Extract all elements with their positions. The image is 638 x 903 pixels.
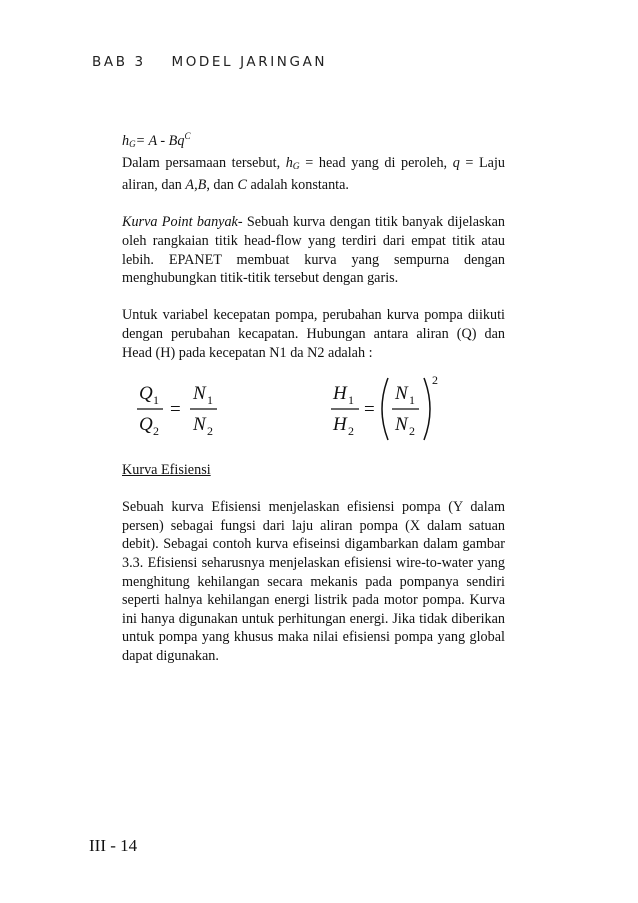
svg-text:N: N [395,414,408,435]
chapter-label: BAB 3 [92,54,146,70]
svg-text:2: 2 [348,424,354,438]
page-header [92,54,327,70]
svg-text:2: 2 [409,424,415,438]
chapter-title: MODEL JARINGAN [171,54,328,70]
svg-text:=: = [364,399,375,420]
svg-text:N: N [193,383,206,404]
paragraph-efficiency-curve: Sebuah kurva Efisiensi menjelaskan efisiensi pompa (Y dalam persen) sebagai fungsi dari laju aliran pompa (X dalam satuan debit). Sebagai contoh kurva efiseinsi digambarkan dalam gambar 3.3. Efisiensi seharusnya menjelaskan efisiensi wire-to-water yang menghitung kehilangan secara mekanis pada pompanya sendiri seperti halnya kehilangan energi listrik pada motor pompa. Kurva ini hanya digunakan untuk perhitungan energi. Jika tidak diberikan untuk pompa yang khusus maka nilai efisiensi pompa yang global dapat digunakan. [122,499,505,664]
svg-text:N: N [193,414,206,435]
page-body [122,127,505,362]
section-heading-efficiency-curve: Kurva Efisiensi [122,462,211,478]
svg-text:2: 2 [432,374,438,387]
paragraph-definitions: Dalam persamaan tersebut, hG = head yang di peroleh, q = Laju aliran, dan A,B, dan C adalah konstanta. [122,154,505,194]
svg-text:H: H [333,383,347,404]
page-body-lower [122,461,505,666]
flow-speed-equation [137,383,217,438]
svg-text:N: N [395,383,408,404]
svg-text:H: H [333,414,347,435]
svg-text:Q: Q [139,414,153,435]
head-speed-equation [331,374,438,440]
paragraph-variable-speed: Untuk variabel kecepatan pompa, perubahan kurva pompa diikuti dengan perubahan kecapatan. Hubungan antara aliran (Q) dan Head (H) pada kecepatan N1 da N2 adalah : [122,307,505,361]
svg-text:1: 1 [348,393,354,407]
pump-curve-formula: $h_G= A - Bq^C$ [122,131,191,149]
svg-text:=: = [170,399,181,420]
svg-text:2: 2 [153,424,159,438]
page-number: III - 14 [89,836,138,855]
svg-text:1: 1 [409,393,415,407]
svg-text:1: 1 [207,393,213,407]
svg-text:2: 2 [207,424,213,438]
affinity-equations [122,374,505,446]
svg-text:1: 1 [153,393,159,407]
svg-text:Q: Q [139,383,153,404]
paragraph-multipoint-curve: Kurva Point banyak- Sebuah kurva dengan titik banyak dijelaskan oleh rangkaian titik head-flow yang terdiri dari empat titik atau lebih. EPANET membuat kurva yang sempurna dengan menghubungkan titik-titik tersebut dengan garis. [122,214,505,287]
